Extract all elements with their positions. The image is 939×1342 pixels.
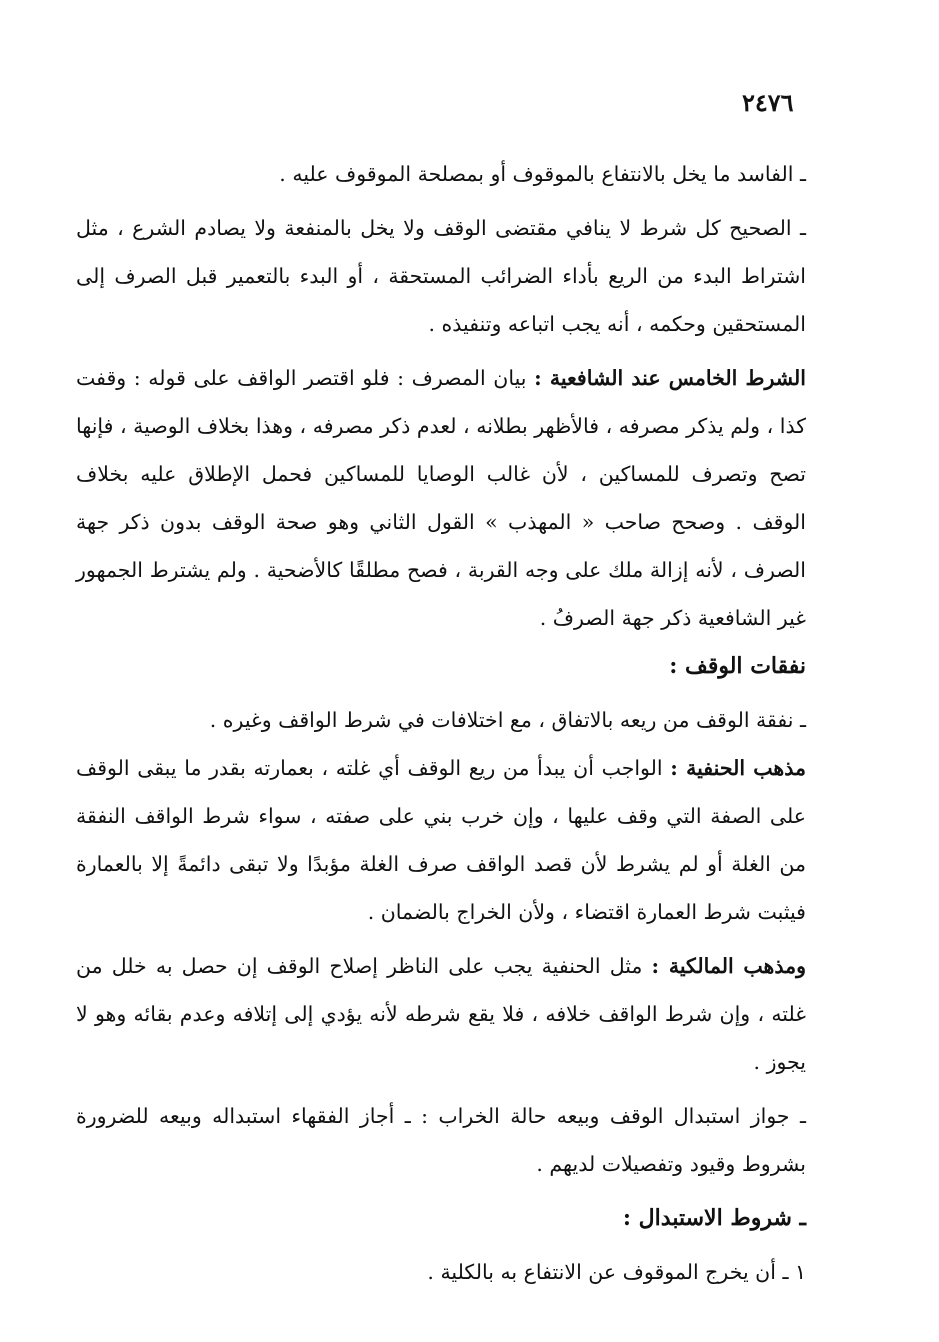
paragraph-lead: ومذهب المالكية :	[651, 954, 806, 978]
paragraph-hanafi-school	[76, 744, 806, 936]
document-body	[76, 150, 806, 1296]
page-number: ٢٤٧٦	[742, 88, 794, 117]
section-heading-waqf-expenses: نفقات الوقف :	[669, 653, 806, 679]
list-item-exchange-condition-1: ١ ـ أن يخرج الموقوف عن الانتفاع به بالكلية .	[427, 1260, 806, 1284]
paragraph-body: بيان المصرف : فلو اقتصر الواقف على قوله : وقفت كذا ، ولم يذكر مصرفه ، فالأظهر بطلانه ، لعدم ذكر مصرفه ، وهذا بخلاف الوصية ، فإنها تصح وتصرف للمساكين ، لأن غالب الوصايا للمساكين فحمل الإطلاق عليه بخلاف الوقف . وصحح صاحب « المهذب » القول الثاني وهو صحة الوقف بدون ذكر جهة الصرف ، لأنه إزالة ملك على وجه القربة ، فصح مطلقًا كالأضحية . ولم يشترط الجمهور غير الشافعية ذكر جهة الصرفُ .	[76, 366, 806, 630]
paragraph-valid-condition: ـ الصحيح كل شرط لا ينافي مقتضى الوقف ولا يخل بالمنفعة ولا يصادم الشرع ، مثل اشتراط البدء من الريع بأداء الضرائب المستحقة ، أو البدء بالتعمير قبل الصرف إلى المستحقين وحكمه ، أنه يجب اتباعه وتنفيذه .	[76, 216, 806, 336]
section-heading-exchange-conditions: ـ شروط الاستبدال :	[622, 1205, 806, 1231]
paragraph-maliki-school	[76, 942, 806, 1086]
paragraph-body: مثل الحنفية يجب على الناظر إصلاح الوقف إن حصل به خلل من غلته ، وإن شرط الواقف خلافه ، فلا يقع شرطه لأنه يؤدي إلى إتلافه وعدم بقائه وهو لا يجوز .	[76, 954, 806, 1074]
paragraph-fifth-condition	[76, 354, 806, 642]
paragraph-lead: مذهب الحنفية :	[670, 756, 806, 780]
paragraph-exchange-permission: ـ جواز استبدال الوقف وبيعه حالة الخراب : ـ أجاز الفقهاء استبداله وبيعه للضرورة بشروط وقيود وتفصيلات لديهم .	[76, 1104, 806, 1176]
paragraph-body: الواجب أن يبدأ من ريع الوقف أي غلته ، بعمارته بقدر ما يبقى الوقف على الصفة التي وقف عليها ، وإن خرب بني على صفته ، سواء شرط الواقف النفقة من الغلة أو لم يشرط لأن قصد الواقف صرف الغلة مؤبدًا ولا تبقى دائمةً إلا بالعمارة فيثبت شرط العمارة اقتضاء ، ولأن الخراج بالضمان .	[76, 756, 806, 924]
paragraph-corrupt-condition: ـ الفاسد ما يخل بالانتفاع بالموقوف أو بمصلحة الموقوف عليه .	[279, 162, 806, 186]
paragraph-lead: الشرط الخامس عند الشافعية :	[534, 366, 807, 390]
paragraph-expense-consensus: ـ نفقة الوقف من ريعه بالاتفاق ، مع اختلافات في شرط الواقف وغيره .	[209, 708, 806, 732]
